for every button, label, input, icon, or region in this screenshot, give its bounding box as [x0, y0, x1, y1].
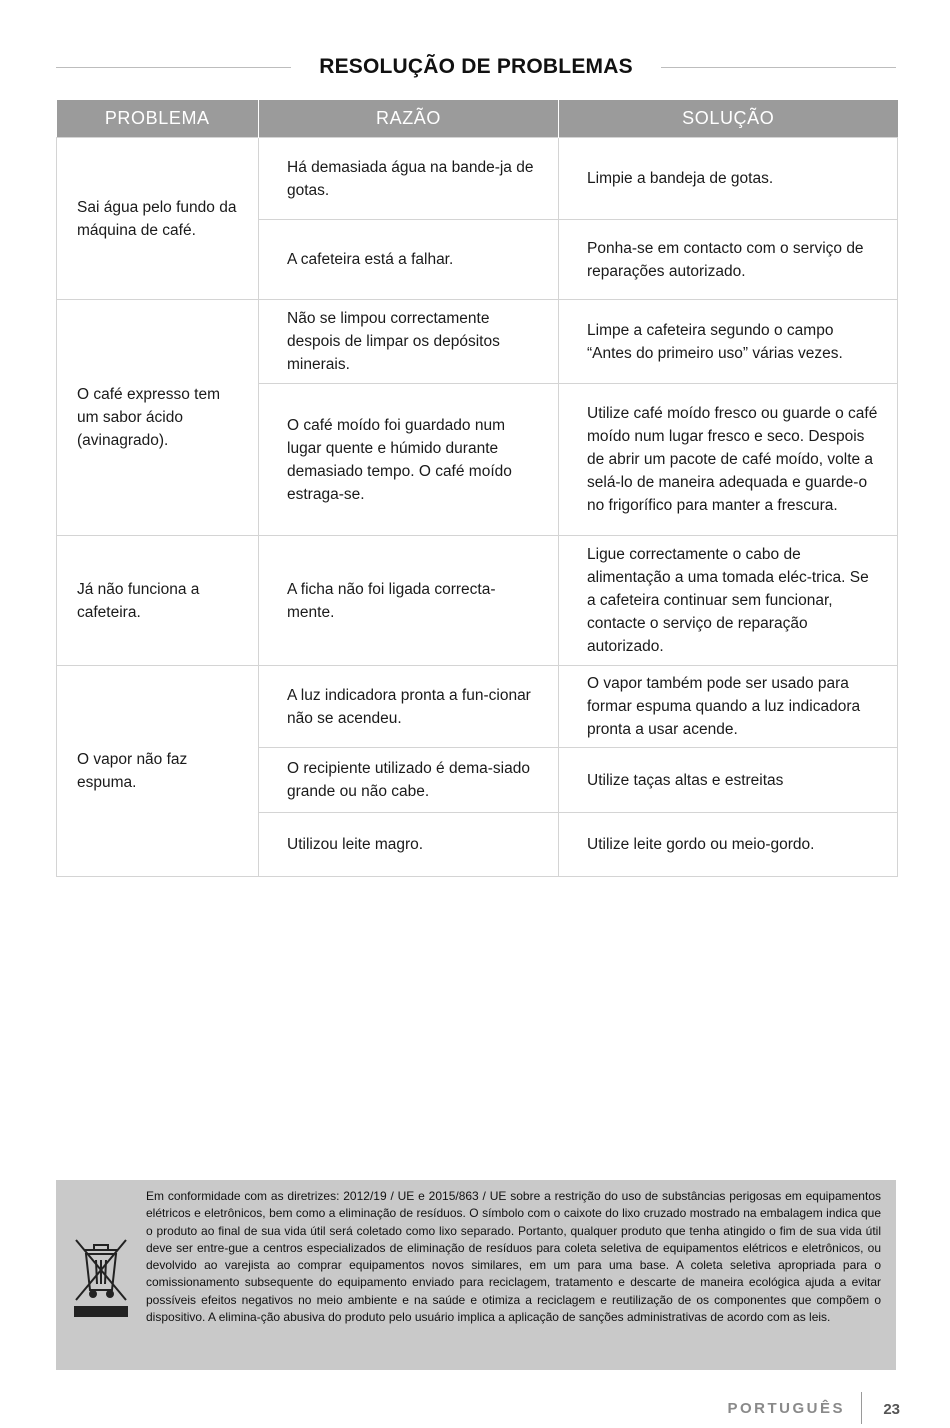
- problem-cell: Já não funciona a cafeteira.: [57, 536, 259, 666]
- solution-cell: O vapor também pode ser usado para formar espuma quando a luz indicadora pronta a usar acende.: [559, 666, 898, 748]
- reason-cell: Não se limpou correctamente despois de limpar os depósitos minerais.: [259, 300, 559, 384]
- problem-cell: Sai água pelo fundo da máquina de café.: [57, 138, 259, 300]
- table-row: [57, 138, 898, 220]
- table-row: [57, 536, 898, 666]
- reason-cell: Utilizou leite magro.: [259, 813, 559, 877]
- table-header-row: [57, 100, 898, 138]
- footer-language: PORTUGUÊS: [727, 1400, 845, 1417]
- solution-cell: Ponha-se em contacto com o serviço de reparações autorizado.: [559, 220, 898, 300]
- page-title: RESOLUÇÃO DE PROBLEMAS: [319, 55, 633, 78]
- section-title-row: [56, 52, 896, 82]
- solution-cell: Utilize café moído fresco ou guarde o café moído num lugar fresco e seco. Despois de abrir um pacote de café moído, volte a selá-lo de maneira adequada e guarde-o no frigorífico para manter a frescura.: [559, 384, 898, 536]
- table-row: [57, 666, 898, 748]
- column-header-problem: PROBLEMA: [57, 100, 259, 138]
- footer-divider: [861, 1392, 862, 1424]
- reason-cell: O recipiente utilizado é dema-siado grande ou não cabe.: [259, 748, 559, 813]
- troubleshooting-table: [56, 100, 898, 877]
- problem-cell: O vapor não faz espuma.: [57, 666, 259, 877]
- solution-cell: Limpie a bandeja de gotas.: [559, 138, 898, 220]
- reason-cell: A luz indicadora pronta a fun-cionar não se acendeu.: [259, 666, 559, 748]
- weee-disposal-notice: [56, 1180, 896, 1370]
- crossed-out-wheelie-bin-icon: [70, 1230, 132, 1320]
- solution-cell: Limpe a cafeteira segundo o campo “Antes do primeiro uso” várias vezes.: [559, 300, 898, 384]
- solution-cell: Utilize leite gordo ou meio-gordo.: [559, 813, 898, 877]
- reason-cell: Há demasiada água na bande-ja de gotas.: [259, 138, 559, 220]
- reason-cell: A ficha não foi ligada correcta-mente.: [259, 536, 559, 666]
- problem-cell: O café expresso tem um sabor ácido (avinagrado).: [57, 300, 259, 536]
- column-header-solution: SOLUÇÃO: [559, 100, 898, 138]
- title-rule-right: [661, 67, 896, 68]
- weee-notice-text: Em conformidade com as diretrizes: 2012/19 / UE e 2015/863 / UE sobre a restrição do uso de substâncias perigosas em equipamentos elétricos e eletrônicos, bem como a eliminação de resíduos. O símbolo com o caixote do lixo cruzado mostrado na embalagem indica que o produto ao final de sua vida útil será coletado como lixo separado. Portanto, qualquer produto que tenha atingido o fim de sua vida útil deve ser entre-gue a centros especializados de eliminação de resíduos para coleta seletiva de equipamentos elétricos e eletrônicos, ou devolvido ao varejista ao comprar equipamentos novos similares, em um para uma base. A coleta seletiva apropriada para o comissionamento subsequente do equipamento enviado para reciclagem, tratamento e descarte de maneira ecológica ajuda a evitar possíveis efeitos negativos no meio ambiente e na saúde e otimiza a reciclagem e reutilização de os componentes que compõem o dispositivo. A elimina-ção abusiva do produto pelo usuário implica a aplicação de sanções administrativas de acordo com as leis.: [146, 1189, 881, 1325]
- reason-cell: O café moído foi guardado num lugar quente e húmido durante demasiado tempo. O café moído estraga-se.: [259, 384, 559, 536]
- solution-cell: Ligue correctamente o cabo de alimentação a uma tomada eléc-trica. Se a cafeteira continuar sem funcionar, contacte o serviço de reparação autorizado.: [559, 536, 898, 666]
- table-row: [57, 300, 898, 384]
- page-number: 23: [883, 1401, 900, 1418]
- reason-cell: A cafeteira está a falhar.: [259, 220, 559, 300]
- column-header-reason: RAZÃO: [259, 100, 559, 138]
- solution-cell: Utilize taças altas e estreitas: [559, 748, 898, 813]
